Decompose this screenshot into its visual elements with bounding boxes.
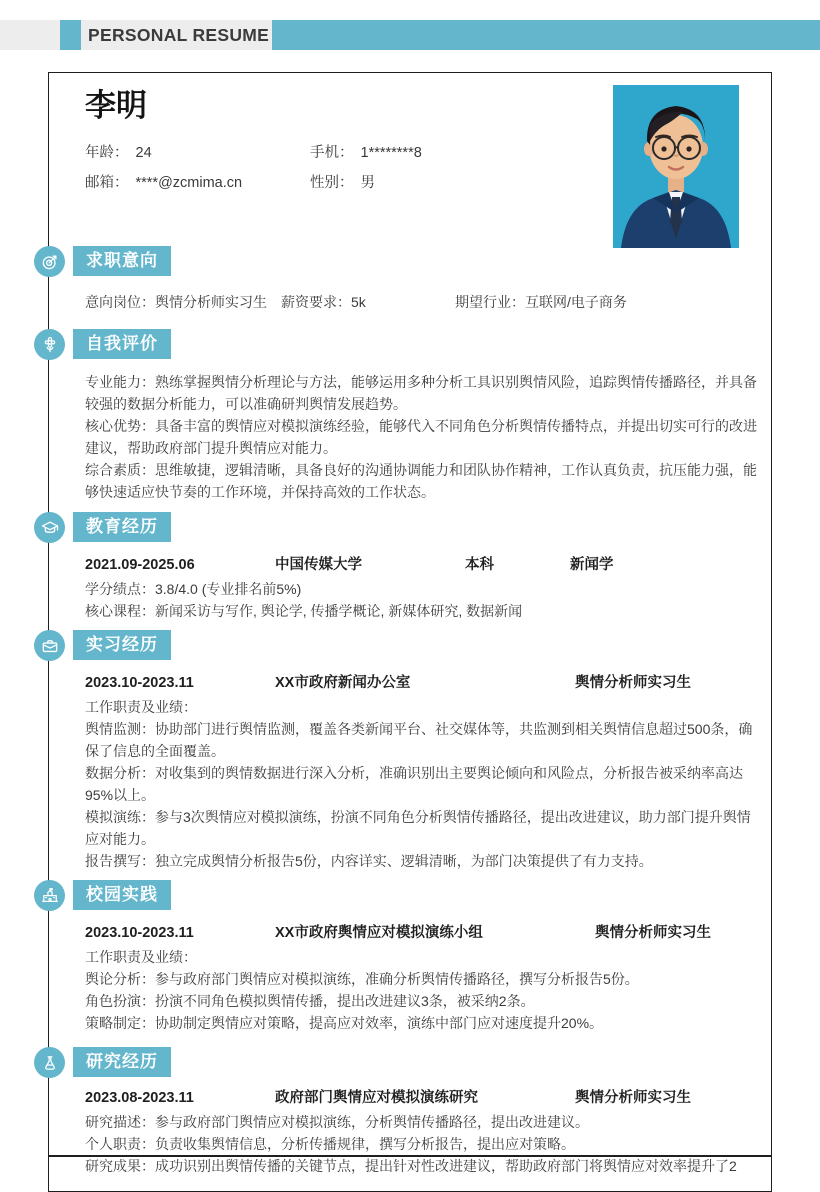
flask-icon: [34, 1047, 65, 1078]
section-education: [85, 512, 761, 622]
candidate-name: 李明: [85, 88, 147, 123]
research-lines: [85, 1111, 761, 1177]
section-title-education: 教育经历: [73, 512, 171, 542]
graduation-cap-icon: [34, 512, 65, 543]
section-job-intent: [85, 246, 761, 313]
self-evaluation-body: [85, 371, 761, 503]
info-email-label: 邮箱：: [85, 175, 129, 191]
info-gender-value: 男: [360, 175, 375, 191]
info-age: [85, 141, 310, 162]
campus-org: XX市政府舆情应对模拟演练小组: [275, 925, 483, 941]
education-line: 学分绩点：3.8/4.0 (专业排名前5%): [85, 581, 302, 597]
info-phone-label: 手机：: [310, 145, 354, 161]
internship-lines: [85, 696, 761, 872]
section-title-campus-practice: 校园实践: [73, 880, 171, 910]
resume-card: [48, 72, 772, 1192]
flower-icon: [34, 329, 65, 360]
research-line: 个人职责：负责收集舆情信息，分析传播规律，撰写分析报告，提出应对策略。: [85, 1136, 575, 1152]
campus-date: 2023.10-2023.11: [85, 925, 194, 941]
campus-line: 工作职责及业绩：: [85, 949, 197, 965]
research-line: 研究成果：成功识别出舆情传播的关键节点，提出针对性改进建议，帮助政府部门将舆情应对效率提升了2: [85, 1158, 737, 1174]
internship-body: [85, 672, 761, 872]
internship-line: 舆情监测：协助部门进行舆情监测，覆盖各类新闻平台、社交媒体等，共监测到相关舆情信息超过500条，确保了信息的全面覆盖。: [85, 721, 753, 759]
section-title-internship: 实习经历: [73, 630, 171, 660]
profile-info: [85, 141, 555, 192]
education-meta-row: [85, 554, 761, 578]
info-email-value: ****@zcmima.cn: [135, 175, 243, 191]
section-research: [85, 1047, 761, 1177]
research-line: 研究描述：参与政府部门舆情应对模拟演练，分析舆情传播路径，提出改进建议。: [85, 1114, 589, 1130]
banner-accent-bar: [272, 20, 820, 50]
internship-line: 工作职责及业绩：: [85, 699, 197, 715]
info-phone-value: 1********8: [360, 145, 422, 161]
info-gender-label: 性别：: [310, 175, 354, 191]
page-title: PERSONAL RESUME: [88, 25, 270, 45]
education-major: 新闻学: [570, 557, 614, 573]
section-internship: [85, 630, 761, 872]
intent-salary: 薪资要求：5k: [281, 294, 366, 310]
info-age-value: 24: [135, 145, 152, 161]
research-position: 舆情分析师实习生: [575, 1090, 691, 1106]
info-gender: [310, 171, 555, 192]
self-evaluation-line: 综合素质：思维敏捷，逻辑清晰，具备良好的沟通协调能力和团队协作精神，工作认真负责，抗压能力强，能够快速适应快节奏的工作环境，并保持高效的工作状态。: [85, 462, 757, 500]
section-self-evaluation: [85, 329, 761, 503]
internship-line: 报告撰写：独立完成舆情分析报告5份，内容详实、逻辑清晰，为部门决策提供了有力支持。: [85, 853, 653, 869]
research-meta-row: [85, 1087, 761, 1111]
job-intent-line: [85, 291, 761, 313]
job-intent-body: [85, 291, 761, 313]
portrait-illustration: [613, 85, 739, 248]
research-topic: 政府部门舆情应对模拟演练研究: [275, 1090, 478, 1106]
card-bottom-border: [48, 1155, 772, 1157]
internship-line: 数据分析：对收集到的舆情数据进行深入分析，准确识别出主要舆论倾向和风险点，分析报告被采纳率高达95%以上。: [85, 765, 743, 803]
briefcase-icon: [34, 630, 65, 661]
intent-position: 意向岗位：舆情分析师实习生: [85, 294, 267, 310]
section-title-job-intent: 求职意向: [73, 246, 171, 276]
education-school: 中国传媒大学: [275, 557, 362, 573]
research-date: 2023.08-2023.11: [85, 1090, 194, 1106]
intent-industry: 期望行业：互联网/电子商务: [455, 294, 627, 310]
info-age-label: 年龄：: [85, 145, 129, 161]
education-date: 2021.09-2025.06: [85, 557, 195, 573]
campus-position: 舆情分析师实习生: [595, 925, 711, 941]
school-building-icon: [34, 880, 65, 911]
internship-line: 模拟演练：参与3次舆情应对模拟演练，扮演不同角色分析舆情传播路径，提出改进建议，助力部门提升舆情应对能力。: [85, 809, 751, 847]
section-title-self-evaluation: 自我评价: [73, 329, 171, 359]
research-body: [85, 1087, 761, 1177]
self-evaluation-line: 专业能力：熟练掌握舆情分析理论与方法，能够运用多种分析工具识别舆情风险，追踪舆情传播路径，并具备较强的数据分析能力，可以准确研判舆情发展趋势。: [85, 374, 757, 412]
info-email: [85, 171, 310, 192]
top-banner: [0, 20, 820, 50]
internship-date: 2023.10-2023.11: [85, 675, 194, 691]
internship-position: 舆情分析师实习生: [575, 675, 691, 691]
campus-practice-body: [85, 922, 761, 1034]
education-line: 核心课程：新闻采访与写作, 舆论学, 传播学概论, 新媒体研究, 数据新闻: [85, 603, 523, 619]
campus-line: 舆论分析：参与政府部门舆情应对模拟演练，准确分析舆情传播路径，撰写分析报告5份。: [85, 971, 639, 987]
self-evaluation-line: 核心优势：具备丰富的舆情应对模拟演练经验，能够代入不同角色分析舆情传播特点，并提出切实可行的改进建议，帮助政府部门提升舆情应对能力。: [85, 418, 757, 456]
campus-meta-row: [85, 922, 761, 946]
campus-line: 角色扮演：扮演不同角色模拟舆情传播，提出改进建议3条，被采纳2条。: [85, 993, 535, 1009]
section-campus-practice: [85, 880, 761, 1034]
campus-lines: [85, 946, 761, 1034]
profile-photo: [613, 85, 739, 248]
section-title-research: 研究经历: [73, 1047, 171, 1077]
target-icon: [34, 246, 65, 277]
campus-line: 策略制定：协助制定舆情应对策略，提高应对效率，演练中部门应对速度提升20%。: [85, 1015, 604, 1031]
education-body: [85, 554, 761, 622]
info-phone: [310, 141, 555, 162]
banner-accent-square: [60, 20, 81, 50]
education-degree: 本科: [465, 557, 494, 573]
internship-meta-row: [85, 672, 761, 696]
internship-org: XX市政府新闻办公室: [275, 675, 411, 691]
education-lines: [85, 578, 761, 622]
